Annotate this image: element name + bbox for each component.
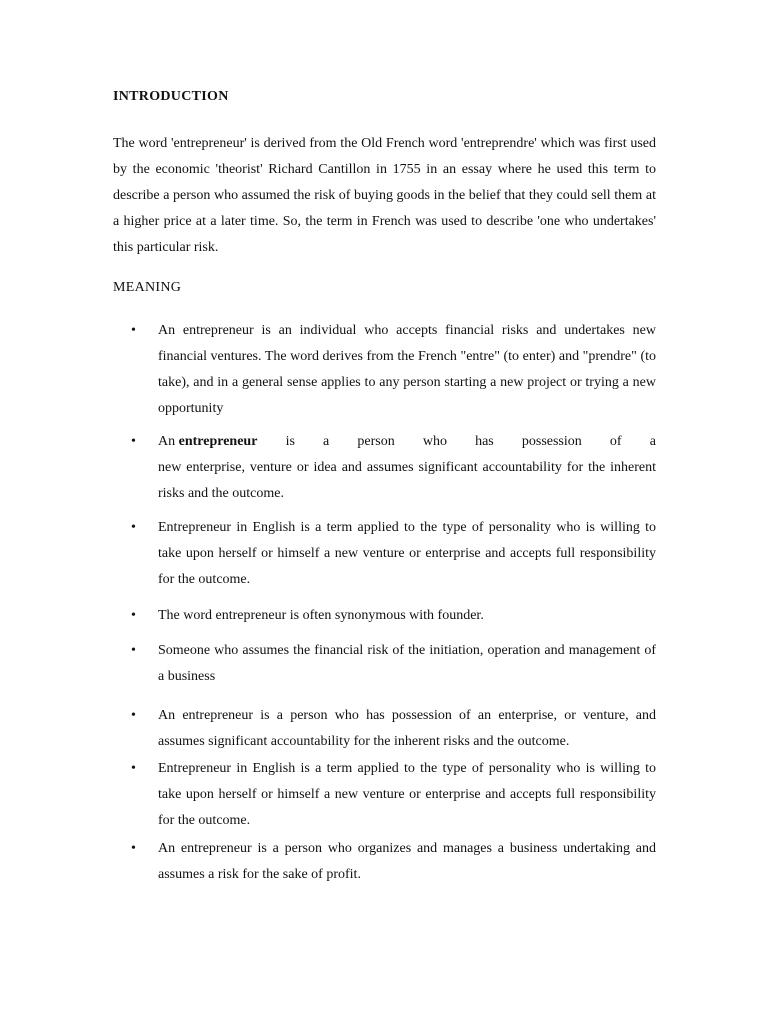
list-item — [113, 603, 656, 629]
section-heading-meaning: MEANING — [113, 280, 182, 295]
bullet-icon: • — [131, 708, 136, 723]
list-item-text: An entrepreneur is an individual who accepts financial risks and undertakes new financial ventures. The word derives from the French "entre" (to enter) and "prendre" (to take), and in a general sense applies to any person starting a new project or trying a new opportunity — [158, 323, 656, 416]
bullet-icon: • — [131, 434, 136, 449]
bullet-icon: • — [131, 643, 136, 658]
list-item-text: Someone who assumes the financial risk of the initiation, operation and management of a business — [158, 643, 656, 684]
section-heading-introduction: INTRODUCTION — [113, 89, 229, 104]
word: is — [285, 434, 295, 449]
bullet-icon: • — [131, 323, 136, 338]
list-item — [113, 429, 656, 507]
word: a — [649, 434, 656, 449]
list-item-first-line — [158, 429, 656, 455]
list-item — [113, 836, 656, 888]
word: of — [609, 434, 622, 449]
word: who — [422, 434, 447, 449]
list-item-prefix: An — [158, 434, 176, 449]
list-item — [113, 703, 656, 755]
list-item — [113, 515, 656, 593]
list-item-text: Entrepreneur in English is a term applied to the type of personality who is willing to take upon herself or himself a new venture or enterprise and accepts full responsibility for the outcome. — [158, 520, 656, 587]
list-item-rest: new enterprise, venture or idea and assumes significant accountability for the inherent risks and the outcome. — [158, 460, 656, 501]
list-item-text: An entrepreneur is a person who has possession of an enterprise, or venture, and assumes significant accountability for the inherent risks and the outcome. — [158, 708, 656, 749]
list-item — [113, 756, 656, 834]
bullet-icon: • — [131, 608, 136, 623]
word: possession — [521, 434, 582, 449]
intro-paragraph: The word 'entrepreneur' is derived from the Old French word 'entreprendre' which was first used by the economic 'theorist' Richard Cantillon in 1755 in an essay where he used this term to describe a person who assumed the risk of buying goods in the belief that they could sell them at a higher price at a later time. So, the term in French was used to describe 'one who undertakes' this particular risk. — [113, 136, 656, 255]
list-item-bold-term: entrepreneur — [178, 434, 258, 449]
bullet-icon: • — [131, 761, 136, 776]
list-item — [113, 638, 656, 690]
list-item-lead — [158, 429, 257, 455]
list-item — [113, 318, 656, 422]
list-item-text: An entrepreneur is a person who organizes and manages a business undertaking and assumes a risk for the sake of profit. — [158, 841, 656, 882]
word: person — [357, 434, 395, 449]
bullet-icon: • — [131, 520, 136, 535]
bullet-icon: • — [131, 841, 136, 856]
word: has — [475, 434, 494, 449]
list-item-text — [158, 429, 656, 507]
word: a — [323, 434, 330, 449]
list-item-text: The word entrepreneur is often synonymous with founder. — [158, 608, 484, 623]
list-item-text: Entrepreneur in English is a term applied to the type of personality who is willing to take upon herself or himself a new venture or enterprise and accepts full responsibility for the outcome. — [158, 761, 656, 828]
